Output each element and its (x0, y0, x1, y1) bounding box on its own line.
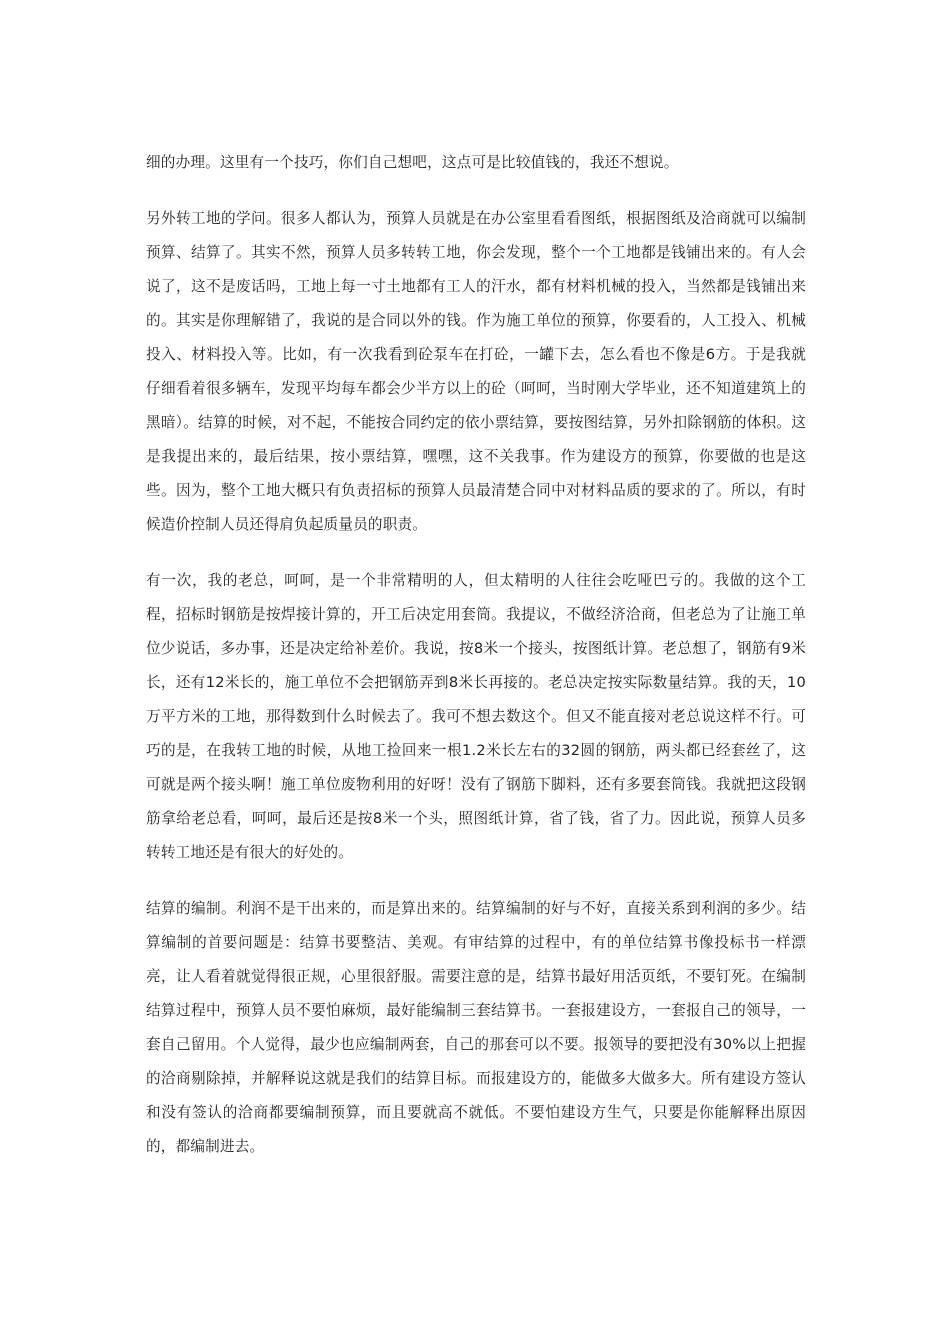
paragraph-3: 有一次，我的老总，呵呵，是一个非常精明的人，但太精明的人往往会吃哑巴亏的。我做的这个工程，招标时钢筋是按焊接计算的，开工后决定用套筒。我提议，不做经济洽商，但老总为了让施工单位少说话，多办事，还是决定给补差价。我说，按8米一个接头，按图纸计算。老总想了，钢筋有9米长，还有12米长的，施工单位不会把钢筋弄到8米长再接的。老总决定按实际数量结算。我的天，10万平方米的工地，那得数到什么时候去了。我可不想去数这个。但又不能直接对老总说这样不行。可巧的是，在我转工地的时候，从地工捡回来一根1.2米长左右的32圆的钢筋，两头都已经套丝了，这可就是两个接头啊！施工单位废物利用的好呀！没有了钢筋下脚料，还有多要套筒钱。我就把这段钢筋拿给老总看，呵呵，最后还是按8米一个头，照图纸计算，省了钱，省了力。因此说，预算人员多转转工地还是有很大的好处的。 (146, 572, 806, 861)
paragraph-4: 结算的编制。利润不是干出来的，而是算出来的。结算编制的好与不好，直接关系到利润的多少。结算编制的首要问题是：结算书要整洁、美观。有审结算的过程中，有的单位结算书像投标书一样漂亮，让人看着就觉得很正规，心里很舒服。需要注意的是，结算书最好用活页纸，不要钉死。在编制结算过程中，预算人员不要怕麻烦，最好能编制三套结算书。一套报建设方，一套报自己的领导，一套自己留用。个人觉得，最少也应编制两套，自己的那套可以不要。报领导的要把没有30%以上把握的洽商剔除掉，并解释说这就是我们的结算目标。而报建设方的，能做多大做多大。所有建设方签认和没有签认的洽商都要编制预算，而且要就高不就低。不要怕建设方生气，只要是你能解释出原因的，都编制进去。 (146, 900, 806, 1155)
document-body (146, 146, 806, 1186)
paragraph-2: 另外转工地的学问。很多人都认为，预算人员就是在办公室里看看图纸，根据图纸及洽商就可以编制预算、结算了。其实不然，预算人员多转转工地，你会发现，整个一个工地都是钱铺出来的。有人会说了，这不是废话吗，工地上每一寸土地都有工人的汗水，都有材料机械的投入，当然都是钱铺出来的。其实是你理解错了，我说的是合同以外的钱。作为施工单位的预算，你要看的，人工投入、机械投入、材料投入等。比如，有一次我看到砼泵车在打砼，一罐下去，怎么看也不像是6方。于是我就仔细看着很多辆车，发现平均每车都会少半方以上的砼（呵呵，当时刚大学毕业，还不知道建筑上的黑暗）。结算的时候，对不起，不能按合同约定的依小票结算，要按图结算，另外扣除钢筋的体积。这是我提出来的，最后结果，按小票结算，嘿嘿，这不关我事。作为建设方的预算，你要做的也是这些。因为，整个工地大概只有负责招标的预算人员最清楚合同中对材料品质的要求的了。所以，有时候造价控制人员还得肩负起质量员的职责。 (146, 210, 806, 533)
paragraph-1: 细的办理。这里有一个技巧，你们自己想吧，这点可是比较值钱的，我还不想说。 (146, 154, 679, 171)
